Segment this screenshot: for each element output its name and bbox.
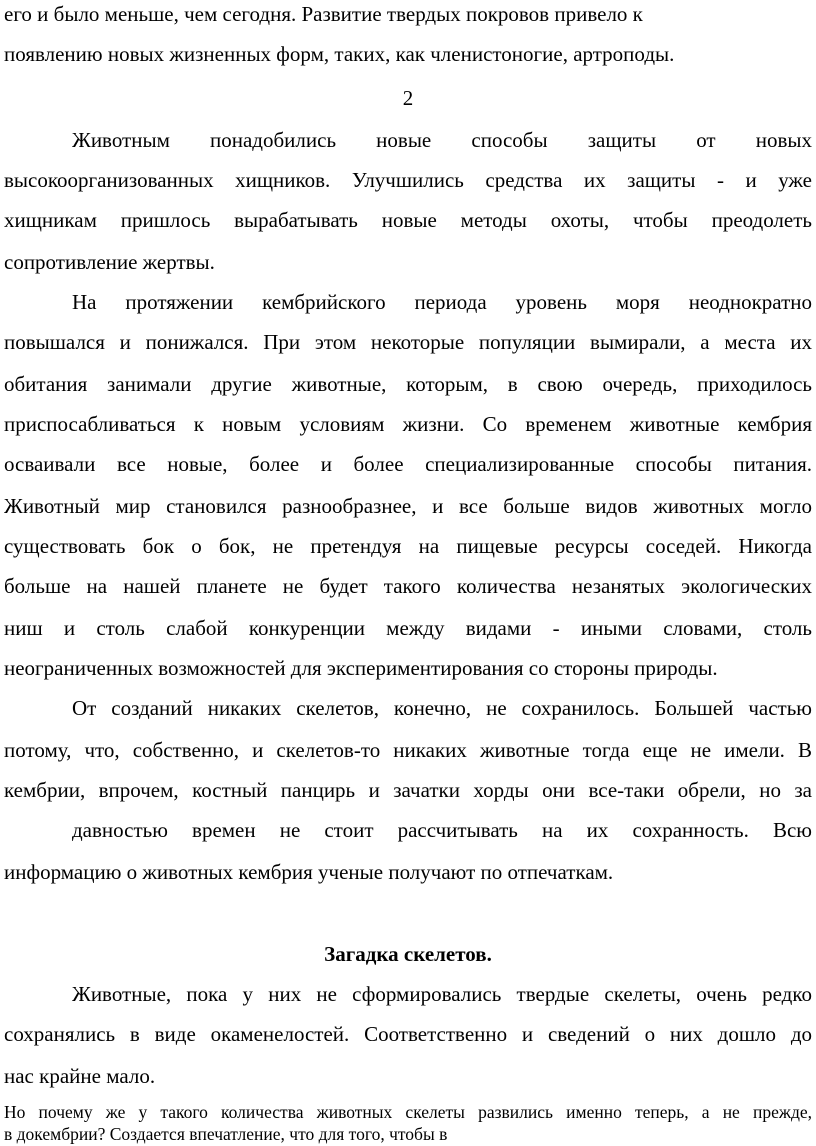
text-line: потому, что, собственно, и скелетов-то никаких животные тогда еще не имели. В [4, 738, 812, 762]
text-line: Животный мир становился разнообразнее, и все больше видов животных могло [4, 494, 812, 518]
text-line: его и было меньше, чем сегодня. Развитие твердых покровов привело к [4, 2, 643, 26]
text-line: повышался и понижался. При этом некоторые популяции вымирали, а места их [4, 330, 812, 354]
text-line: информацию о животных кембрия ученые получают по отпечаткам. [4, 860, 614, 884]
text-line: давностью времен не стоит рассчитывать на их сохранность. Всю [72, 818, 812, 842]
text-line: обитания занимали другие животные, которым, в свою очередь, приходилось [4, 372, 812, 396]
text-line: нас крайне мало. [4, 1064, 156, 1088]
page-number: 2 [402, 86, 414, 110]
text-line: От созданий никаких скелетов, конечно, не сохранилось. Большей частью [72, 696, 812, 720]
text-line: Но почему же у такого количества животных скелеты развились именно теперь, а не прежде, [4, 1102, 812, 1122]
text-line: осваивали все новые, более и более специализированные способы питания. [4, 452, 812, 476]
text-line: существовать бок о бок, не претендуя на пищевые ресурсы соседей. Никогда [4, 534, 812, 558]
section-heading: Загадка скелетов. [324, 942, 492, 966]
text-line: в докембрии? Создается впечатление, что для того, чтобы в [4, 1124, 448, 1144]
text-line: приспосабливаться к новым условиям жизни. Со временем животные кембрия [4, 412, 812, 436]
text-line: высокоорганизованных хищников. Улучшились средства их защиты - и уже [4, 168, 812, 192]
text-line: сопротивление жертвы. [4, 250, 215, 274]
text-line: На протяжении кембрийского периода уровень моря неоднократно [72, 290, 812, 314]
text-line: Животным понадобились новые способы защиты от новых [72, 128, 812, 152]
text-line: сохранялись в виде окаменелостей. Соответственно и сведений о них дошло до [4, 1022, 812, 1046]
text-line: появлению новых жизненных форм, таких, как членистоногие, артроподы. [4, 42, 675, 66]
text-line: ниш и столь слабой конкуренции между видами - иными словами, столь [4, 616, 812, 640]
text-line: больше на нашей планете не будет такого количества незанятых экологических [4, 574, 812, 598]
text-line: Животные, пока у них не сформировались твердые скелеты, очень редко [72, 982, 812, 1006]
text-line: хищникам пришлось вырабатывать новые методы охоты, чтобы преодолеть [4, 208, 812, 232]
text-line: неограниченных возможностей для экспериментирования со стороны природы. [4, 656, 718, 680]
text-line: кембрии, впрочем, костный панцирь и зачатки хорды они все-таки обрели, но за [4, 778, 812, 802]
